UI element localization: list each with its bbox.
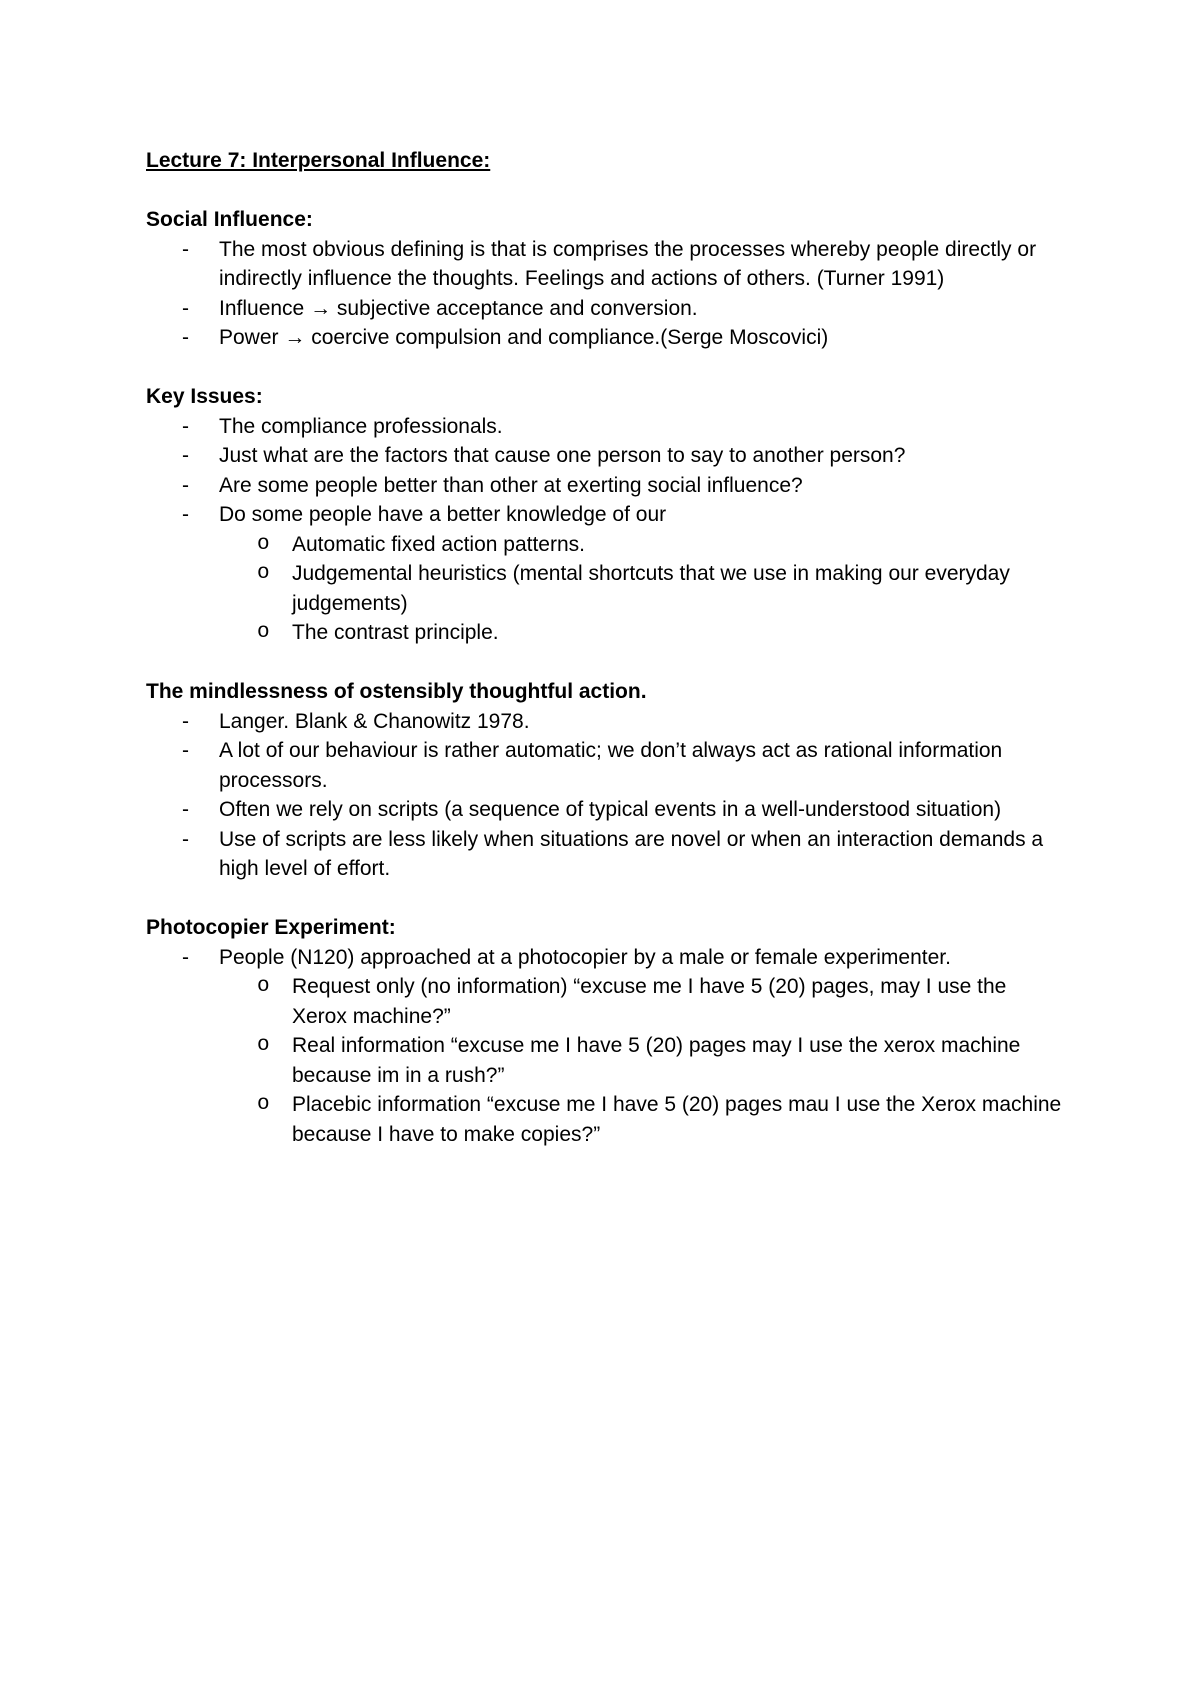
sub-list-item — [219, 972, 1066, 1031]
section-mindlessness — [146, 677, 1066, 884]
bullet-list — [146, 707, 1066, 884]
list-item-text: A lot of our behaviour is rather automatic; we don’t always act as rational information processors. — [219, 739, 1003, 792]
page-title: Lecture 7: Interpersonal Influence: — [146, 149, 491, 172]
circle-bullet: o — [257, 1034, 270, 1057]
list-item-text: subjective acceptance and conversion. — [331, 296, 698, 320]
list-item — [146, 825, 1066, 884]
dash-bullet: - — [182, 237, 189, 261]
list-item — [146, 471, 1066, 501]
circle-bullet: o — [257, 532, 270, 556]
right-arrow-icon: → — [284, 326, 306, 349]
sub-list-item-text: Placebic information “excuse me I have 5 (20) pages mau I use the Xerox machine because I have to make copies?” — [292, 1093, 1062, 1146]
right-arrow-icon: → — [310, 296, 332, 320]
bullet-list — [146, 943, 1066, 1150]
dash-bullet: - — [182, 326, 189, 349]
bullet-list — [146, 235, 1066, 353]
dash-bullet: - — [182, 296, 189, 320]
sub-list-item — [219, 618, 1066, 648]
sub-list-item-text: Judgemental heuristics (mental shortcuts that we use in making our everyday judgements) — [292, 562, 1010, 615]
list-item-text: Influence — [219, 296, 311, 320]
dash-bullet: - — [182, 827, 189, 851]
list-item — [146, 412, 1066, 442]
section-social-influence — [146, 205, 1066, 353]
sub-list-item-text: Automatic fixed action patterns. — [292, 532, 585, 556]
dash-bullet: - — [182, 739, 189, 762]
list-item — [146, 500, 1066, 648]
dash-bullet: - — [182, 414, 189, 438]
sub-list-item — [219, 1090, 1066, 1149]
bullet-list — [146, 412, 1066, 648]
list-item — [146, 294, 1066, 324]
dash-bullet: - — [182, 709, 189, 733]
list-item-text: The most obvious defining is that is comprises the processes whereby people directly or indirectly influence the thoughts. Feelings and actions of others. (Turner 1991) — [219, 237, 1037, 290]
list-item — [146, 736, 1066, 795]
sub-list-item — [219, 530, 1066, 560]
document-body — [146, 146, 1066, 1179]
list-item-text: Often we rely on scripts (a sequence of typical events in a well-understood situation) — [219, 798, 1002, 821]
sub-list-item-text: The contrast principle. — [292, 621, 499, 644]
section-key-issues — [146, 382, 1066, 648]
list-item-text: Power — [219, 326, 285, 349]
dash-bullet: - — [182, 798, 189, 821]
sub-list-item — [219, 1031, 1066, 1090]
list-item-text: Just what are the factors that cause one person to say to another person? — [219, 444, 906, 467]
circle-bullet: o — [257, 621, 270, 644]
list-item — [146, 235, 1066, 294]
section-heading: The mindlessness of ostensibly thoughtful action. — [146, 680, 647, 703]
dash-bullet: - — [182, 945, 189, 969]
sub-bullet-list — [219, 972, 1066, 1149]
dash-bullet: - — [182, 473, 189, 497]
list-item-text: coercive compulsion and compliance.(Serge Moscovici) — [305, 326, 829, 349]
list-item — [146, 795, 1066, 825]
list-item-text: Use of scripts are less likely when situations are novel or when an interaction demands a high level of effort. — [219, 827, 1044, 880]
dash-bullet: - — [182, 503, 189, 526]
circle-bullet: o — [257, 562, 270, 585]
list-item-text: The compliance professionals. — [219, 414, 503, 438]
list-item — [146, 323, 1066, 353]
sub-list-item-text: Request only (no information) “excuse me I have 5 (20) pages, may I use the Xerox machine?” — [292, 975, 1007, 1028]
circle-bullet: o — [257, 975, 270, 998]
section-heading: Key Issues: — [146, 385, 263, 408]
sub-list-item — [219, 559, 1066, 618]
section-heading: Social Influence: — [146, 208, 313, 231]
list-item-text: Are some people better than other at exerting social influence? — [219, 473, 803, 497]
list-item-text: Langer. Blank & Chanowitz 1978. — [219, 709, 530, 733]
list-item — [146, 943, 1066, 1150]
sub-bullet-list — [219, 530, 1066, 648]
circle-bullet: o — [257, 1093, 270, 1116]
section-heading: Photocopier Experiment: — [146, 916, 396, 939]
list-item — [146, 441, 1066, 471]
section-photocopier-experiment — [146, 913, 1066, 1149]
list-item-text: People (N120) approached at a photocopier by a male or female experimenter. — [219, 945, 951, 969]
dash-bullet: - — [182, 444, 189, 467]
list-item — [146, 707, 1066, 737]
sub-list-item-text: Real information “excuse me I have 5 (20) pages may I use the xerox machine because im in a rush?” — [292, 1034, 1021, 1087]
list-item-text: Do some people have a better knowledge of our — [219, 503, 667, 526]
